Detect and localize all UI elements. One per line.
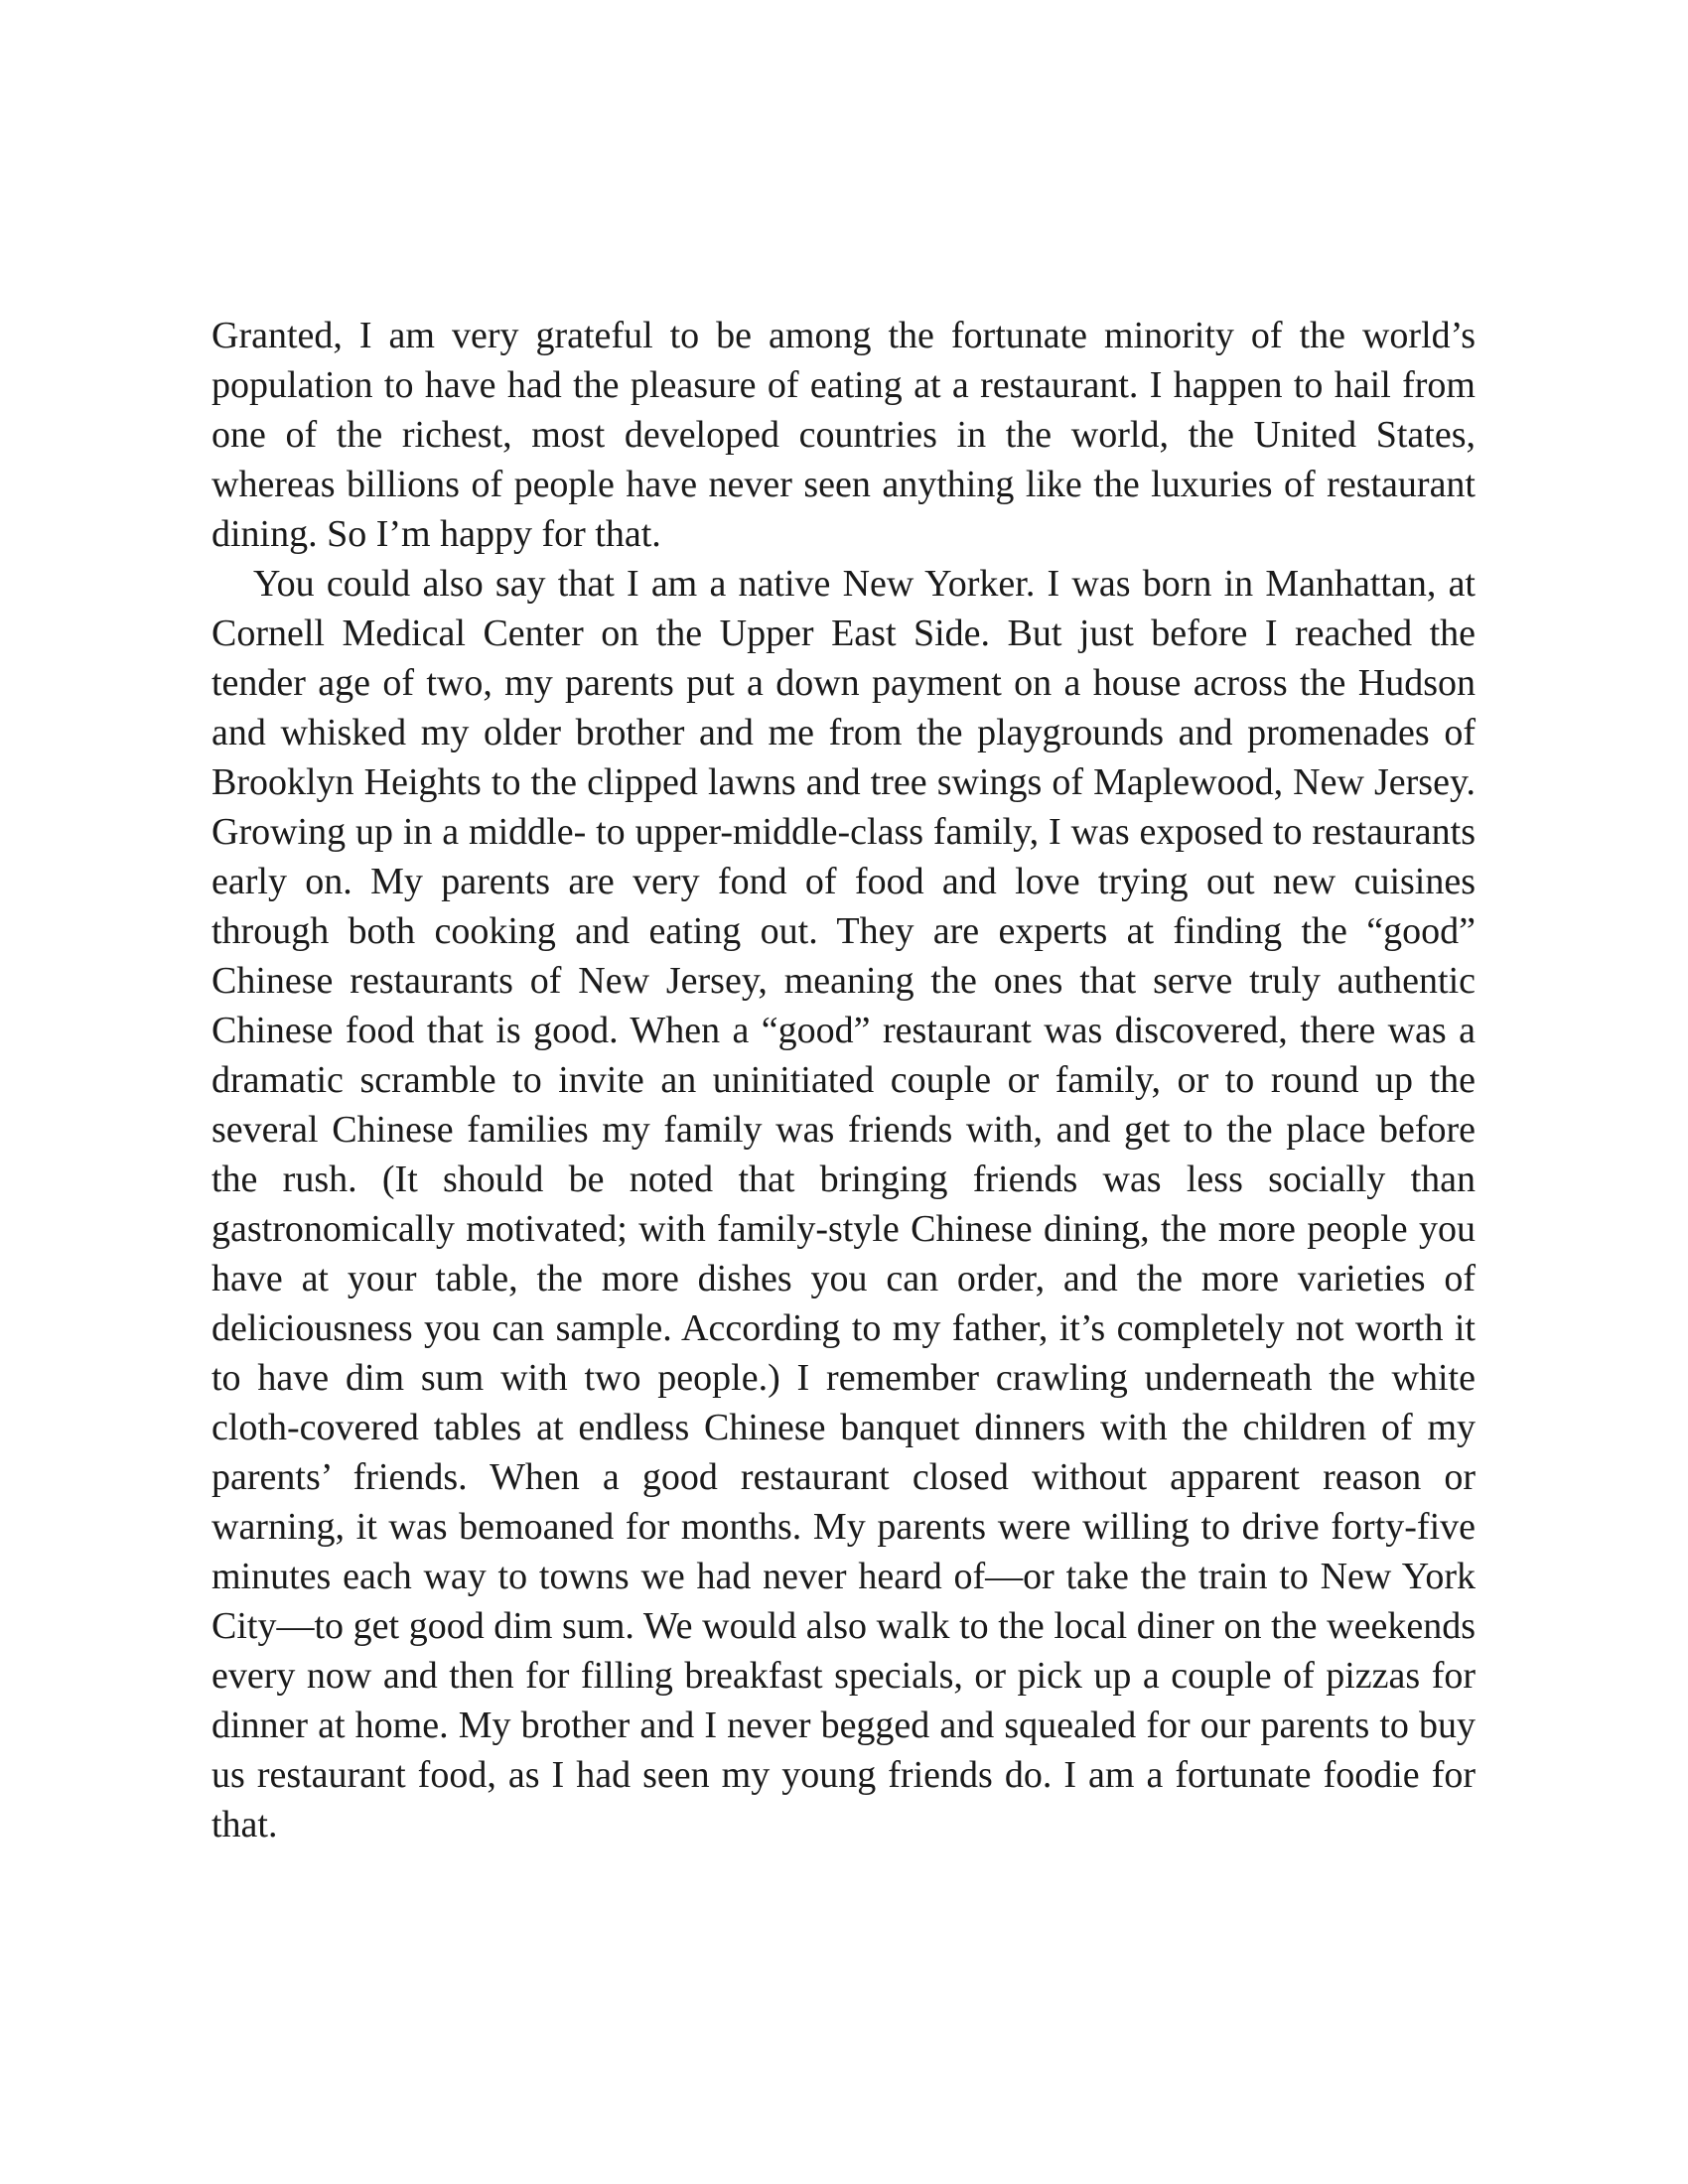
paragraph-2: You could also say that I am a native New Yorker. I was born in Manhattan, at Cornell Medical Center on the Upper East Side. But just before I reached the tender age of two, my parents put a down payment on a house across the Hudson and whisked my older brother and me from the playgrounds and promenades of Brooklyn Heights to the clipped lawns and tree swings of Maplewood, New Jersey. Growing up in a middle- to upper-middle-class family, I was exposed to restaurants early on. My parents are very fond of food and love trying out new cuisines through both cooking and eating out. They are experts at finding the “good” Chinese restaurants of New Jersey, meaning the ones that serve truly authentic Chinese food that is good. When a “good” restaurant was discovered, there was a dramatic scramble to invite an uninitiated couple or family, or to round up the several Chinese families my family was friends with, and get to the place before the rush. (It should be noted that bringing friends was less socially than gastronomically motivated; with family-style Chinese dining, the more people you have at your table, the more dishes you can order, and the more varieties of deliciousness you can sample. According to my father, it’s completely not worth it to have dim sum with two people.) I remember crawling underneath the white cloth-covered tables at endless Chinese banquet dinners with the children of my parents’ friends. When a good restaurant closed without apparent reason or warning, it was bemoaned for months. My parents were willing to drive forty-five minutes each way to towns we had never heard of—or take the train to New York City—to get good dim sum. We would also walk to the local diner on the weekends every now and then for filling breakfast specials, or pick up a couple of pizzas for dinner at home. My brother and I never begged and squealed for our parents to buy us restaurant food, as I had seen my young friends do. I am a fortunate foodie for that. xyxy=(211,563,1476,1845)
paragraph-1: Granted, I am very grateful to be among the fortunate minority of the world’s population to have had the pleasure of eating at a restaurant. I happen to hail from one of the richest, most developed countries in the world, the United States, whereas billions of people have never seen anything like the luxuries of restaurant dining. So I’m happy for that. xyxy=(211,315,1476,555)
body-text xyxy=(211,311,1476,1849)
